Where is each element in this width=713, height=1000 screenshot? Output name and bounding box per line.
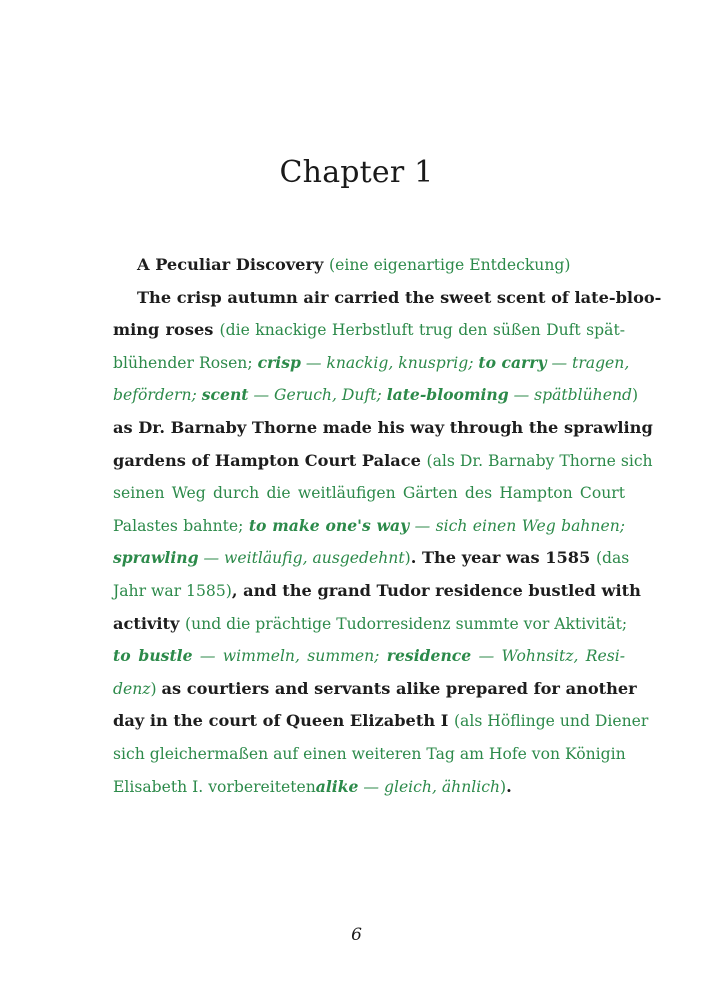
vocab-term: sprawling <box>113 548 199 568</box>
text-line <box>113 249 625 282</box>
german-translation: sich gleichermaßen auf einen weiteren Tag am Hofe von Königin <box>113 744 626 763</box>
vocab-term: to make one's way <box>248 515 410 535</box>
text-line <box>113 640 625 673</box>
vocab-term: scent <box>201 385 249 405</box>
text-line <box>113 445 653 478</box>
vocab-term: to bustle <box>113 646 193 666</box>
german-translation: befördern; <box>113 386 202 405</box>
german-translation: — spätblühend <box>508 386 632 405</box>
page-number: 6 <box>351 925 362 945</box>
text-line <box>113 673 637 706</box>
english-text: gardens of Hampton Court Palace <box>113 450 427 470</box>
text-line <box>113 477 625 510</box>
english-text: . <box>506 776 512 796</box>
english-text: as courtiers and servants alike prepared for another <box>161 678 637 698</box>
text-line <box>113 314 625 347</box>
german-translation: (als Höflinge und Diener <box>453 712 649 731</box>
german-translation: ) <box>500 777 507 796</box>
german-translation: — weitläufig, ausgedehnt <box>198 549 405 568</box>
german-translation: (eine eigenartige Entdeckung) <box>329 256 571 274</box>
text-line <box>113 282 662 315</box>
german-translation: (das <box>595 549 630 568</box>
english-text: activity <box>113 613 186 633</box>
text-line <box>113 575 641 608</box>
text-line <box>113 379 639 412</box>
german-translation: ) <box>404 549 411 568</box>
german-translation: — Geruch, Duft; <box>248 386 387 405</box>
german-translation: seinen Weg durch die weitläufigen Gärten des Hampton Court <box>113 484 625 503</box>
vocab-term: crisp <box>257 352 301 372</box>
english-text: ming roses <box>113 320 220 340</box>
english-text: , and the grand Tudor residence bustled with <box>231 580 641 600</box>
english-text: as Dr. Barnaby Thorne made his way through the sprawling <box>113 417 653 437</box>
english-text: A Peculiar Discovery <box>137 255 330 274</box>
german-translation: Jahr war 1585) <box>113 581 232 600</box>
german-translation: — gleich, ähnlich <box>358 777 500 796</box>
german-translation: (als Dr. Barnaby Thorne sich <box>426 451 653 470</box>
text-line <box>113 738 625 771</box>
german-translation: — Wohnsitz, Resi- <box>471 647 625 666</box>
text-line <box>113 608 628 641</box>
german-translation: denz <box>113 679 151 698</box>
german-translation: (die knackige Herbstluft trug den süßen Duft spät- <box>219 321 625 340</box>
german-translation: ) <box>631 386 639 405</box>
chapter-body-text <box>113 249 662 803</box>
text-line <box>113 412 653 445</box>
german-translation: ) <box>150 679 162 698</box>
english-text: The crisp autumn air carried the sweet scent of late-bloo- <box>137 287 662 307</box>
german-translation: blühender Rosen; <box>113 353 258 372</box>
vocab-term: residence <box>386 646 472 666</box>
text-line <box>113 347 630 380</box>
german-translation: — knackig, knusprig; <box>300 353 479 372</box>
text-line <box>113 705 649 738</box>
german-translation: Palastes bahnte; <box>113 516 249 535</box>
german-translation: — tragen, <box>546 353 630 372</box>
chapter-title: Chapter 1 <box>279 155 434 190</box>
text-line <box>113 542 630 575</box>
english-text: day in the court of Queen Elizabeth I <box>113 711 454 731</box>
german-translation: Elisabeth I. vorbereiteten <box>113 777 316 796</box>
english-text: . The year was 1585 <box>410 548 596 568</box>
german-translation: — sich einen Weg bahnen; <box>409 516 625 535</box>
vocab-term: to carry <box>478 352 547 372</box>
text-line <box>113 771 625 804</box>
vocab-term: late-blooming <box>386 385 509 405</box>
german-translation: — wimmeln, summen; <box>192 647 387 666</box>
vocab-term: alike <box>315 776 359 796</box>
german-translation: (und die prächtige Tudorresidenz summte vor Aktivität; <box>185 614 628 633</box>
text-line <box>113 510 625 543</box>
